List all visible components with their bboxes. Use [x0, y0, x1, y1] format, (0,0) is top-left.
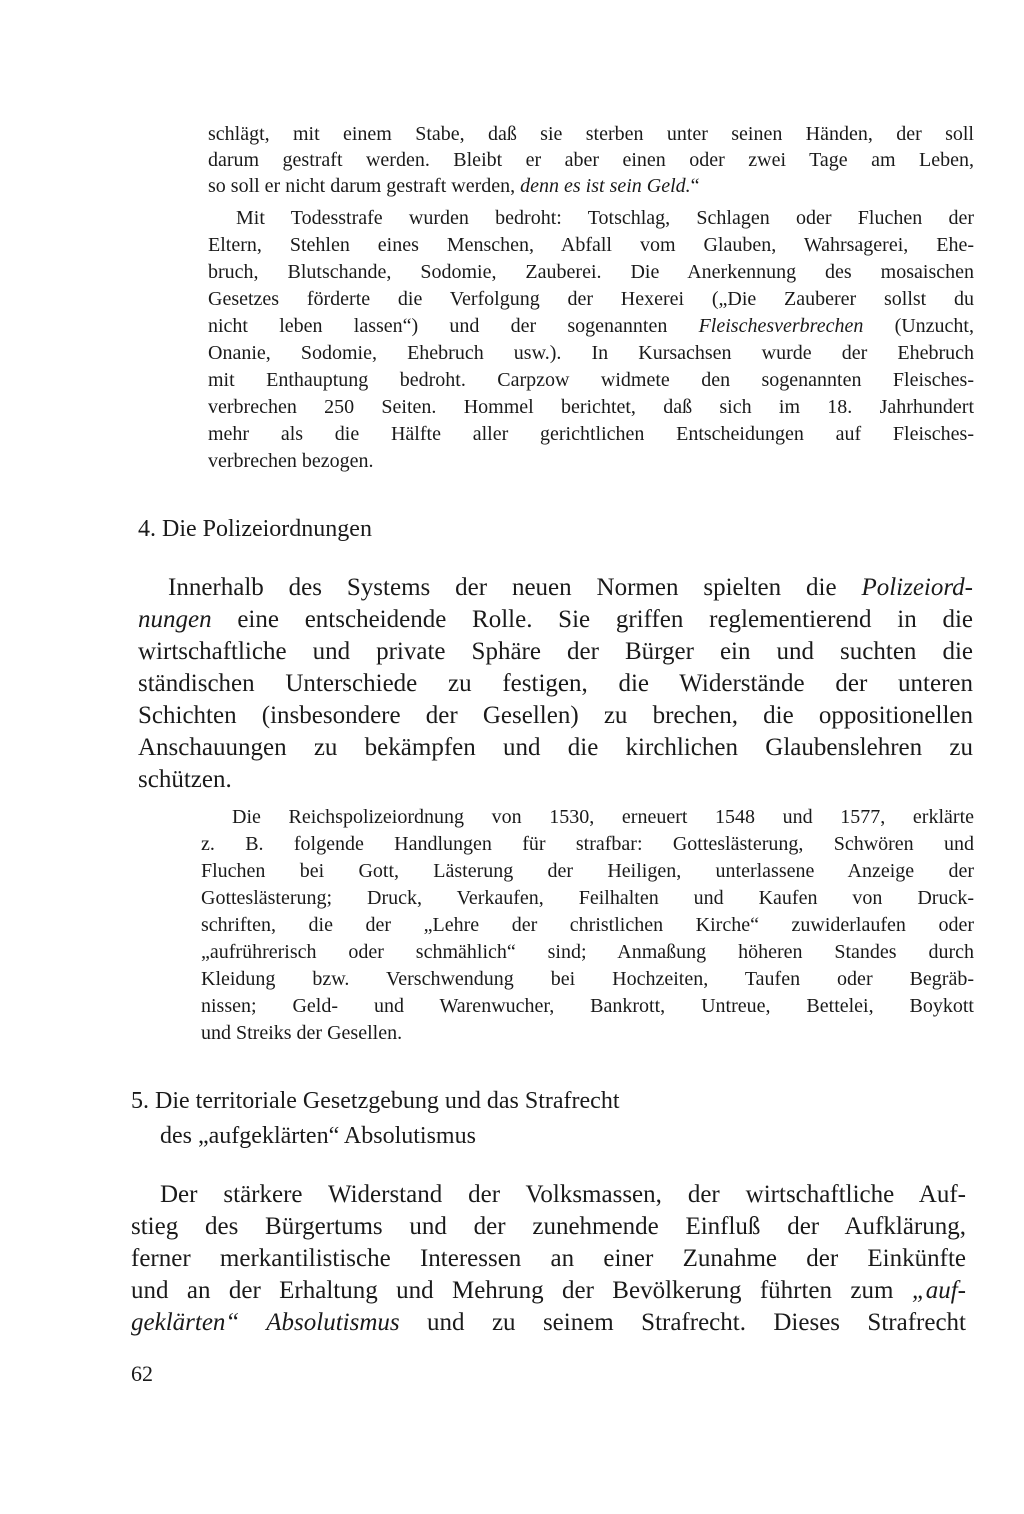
- text-line: Anschauungen zu bekämpfen und die kirchlichen Glaubenslehren zu: [138, 734, 973, 761]
- text-line: z. B. folgende Handlungen für strafbar: Gotteslästerung, Schwören und: [201, 833, 974, 855]
- text-line: Eltern, Stehlen eines Menschen, Abfall vom Glauben, Wahrsagerei, Ehe-: [208, 234, 974, 256]
- text-line: ständischen Unterschiede zu festigen, die Widerstände der unteren: [138, 670, 973, 697]
- text-line: Mit Todesstrafe wurden bedroht: Totschlag, Schlagen oder Fluchen der: [236, 207, 974, 229]
- text-line: Die Reichspolizeiordnung von 1530, erneuert 1548 und 1577, erklärte: [232, 806, 974, 828]
- text-line: verbrechen 250 Seiten. Hommel berichtet, daß sich im 18. Jahrhundert: [208, 396, 974, 418]
- text-line: schriften, die der „Lehre der christlichen Kirche“ zuwiderlaufen oder: [201, 914, 974, 936]
- text-line: nicht leben lassen“) und der sogenannten Fleischesverbrechen (Unzucht,: [208, 315, 974, 337]
- text-line: und an der Erhaltung und Mehrung der Bevölkerung führten zum „auf-: [131, 1277, 966, 1304]
- text-line: darum gestraft werden. Bleibt er aber einen oder zwei Tage am Leben,: [208, 149, 974, 171]
- heading-line: 5. Die territoriale Gesetzgebung und das Strafrecht: [131, 1088, 620, 1114]
- text-line: Kleidung bzw. Verschwendung bei Hochzeiten, Taufen oder Begräb-: [201, 968, 974, 990]
- text-line: Onanie, Sodomie, Ehebruch usw.). In Kursachsen wurde der Ehebruch: [208, 342, 974, 364]
- text-line: wirtschaftliche und private Sphäre der Bürger ein und suchten die: [138, 638, 973, 665]
- text-line: Gesetzes förderte die Verfolgung der Hexerei („Die Zauberer sollst du: [208, 288, 974, 310]
- text-line: Fluchen bei Gott, Lästerung der Heiligen, unterlassene Anzeige der: [201, 860, 974, 882]
- text-line: bruch, Blutschande, Sodomie, Zauberei. Die Anerkennung des mosaischen: [208, 261, 974, 283]
- text-line: „aufrührerisch oder schmählich“ sind; Anmaßung höheren Standes durch: [201, 941, 974, 963]
- text-line: ferner merkantilistische Interessen an einer Zunahme der Einkünfte: [131, 1245, 966, 1272]
- text-line: Schichten (insbesondere der Gesellen) zu brechen, die oppositionellen: [138, 702, 973, 729]
- text-line: so soll er nicht darum gestraft werden, denn es ist sein Geld.“: [208, 175, 700, 197]
- text-line: verbrechen bezogen.: [208, 450, 374, 472]
- text-line: schlägt, mit einem Stabe, daß sie sterben unter seinen Händen, der soll: [208, 123, 974, 145]
- page-number: 62: [131, 1361, 153, 1386]
- text-line: stieg des Bürgertums und der zunehmende Einfluß der Aufklärung,: [131, 1213, 966, 1240]
- text-line: schützen.: [138, 766, 232, 793]
- text-line: Der stärkere Widerstand der Volksmassen, der wirtschaftliche Auf-: [160, 1181, 966, 1208]
- text-line: geklärten“ Absolutismus und zu seinem Strafrecht. Dieses Strafrecht: [131, 1309, 966, 1336]
- text-line: nissen; Geld- und Warenwucher, Bankrott, Untreue, Bettelei, Boykott: [201, 995, 974, 1017]
- text-line: mehr als die Hälfte aller gerichtlichen Entscheidungen auf Fleisches-: [208, 423, 974, 445]
- section-heading-4: 4. Die Polizeiordnungen: [138, 516, 372, 542]
- text-line: mit Enthauptung bedroht. Carpzow widmete den sogenannten Fleisches-: [208, 369, 974, 391]
- text-line: Innerhalb des Systems der neuen Normen spielten die Polizeiord-: [168, 574, 973, 601]
- text-line: und Streiks der Gesellen.: [201, 1022, 403, 1044]
- heading-line: des „aufgeklärten“ Absolutismus: [160, 1123, 476, 1149]
- text-line: Gotteslästerung; Druck, Verkaufen, Feilhalten und Kaufen von Druck-: [201, 887, 974, 909]
- text-line: nungen eine entscheidende Rolle. Sie griffen reglementierend in die: [138, 606, 973, 633]
